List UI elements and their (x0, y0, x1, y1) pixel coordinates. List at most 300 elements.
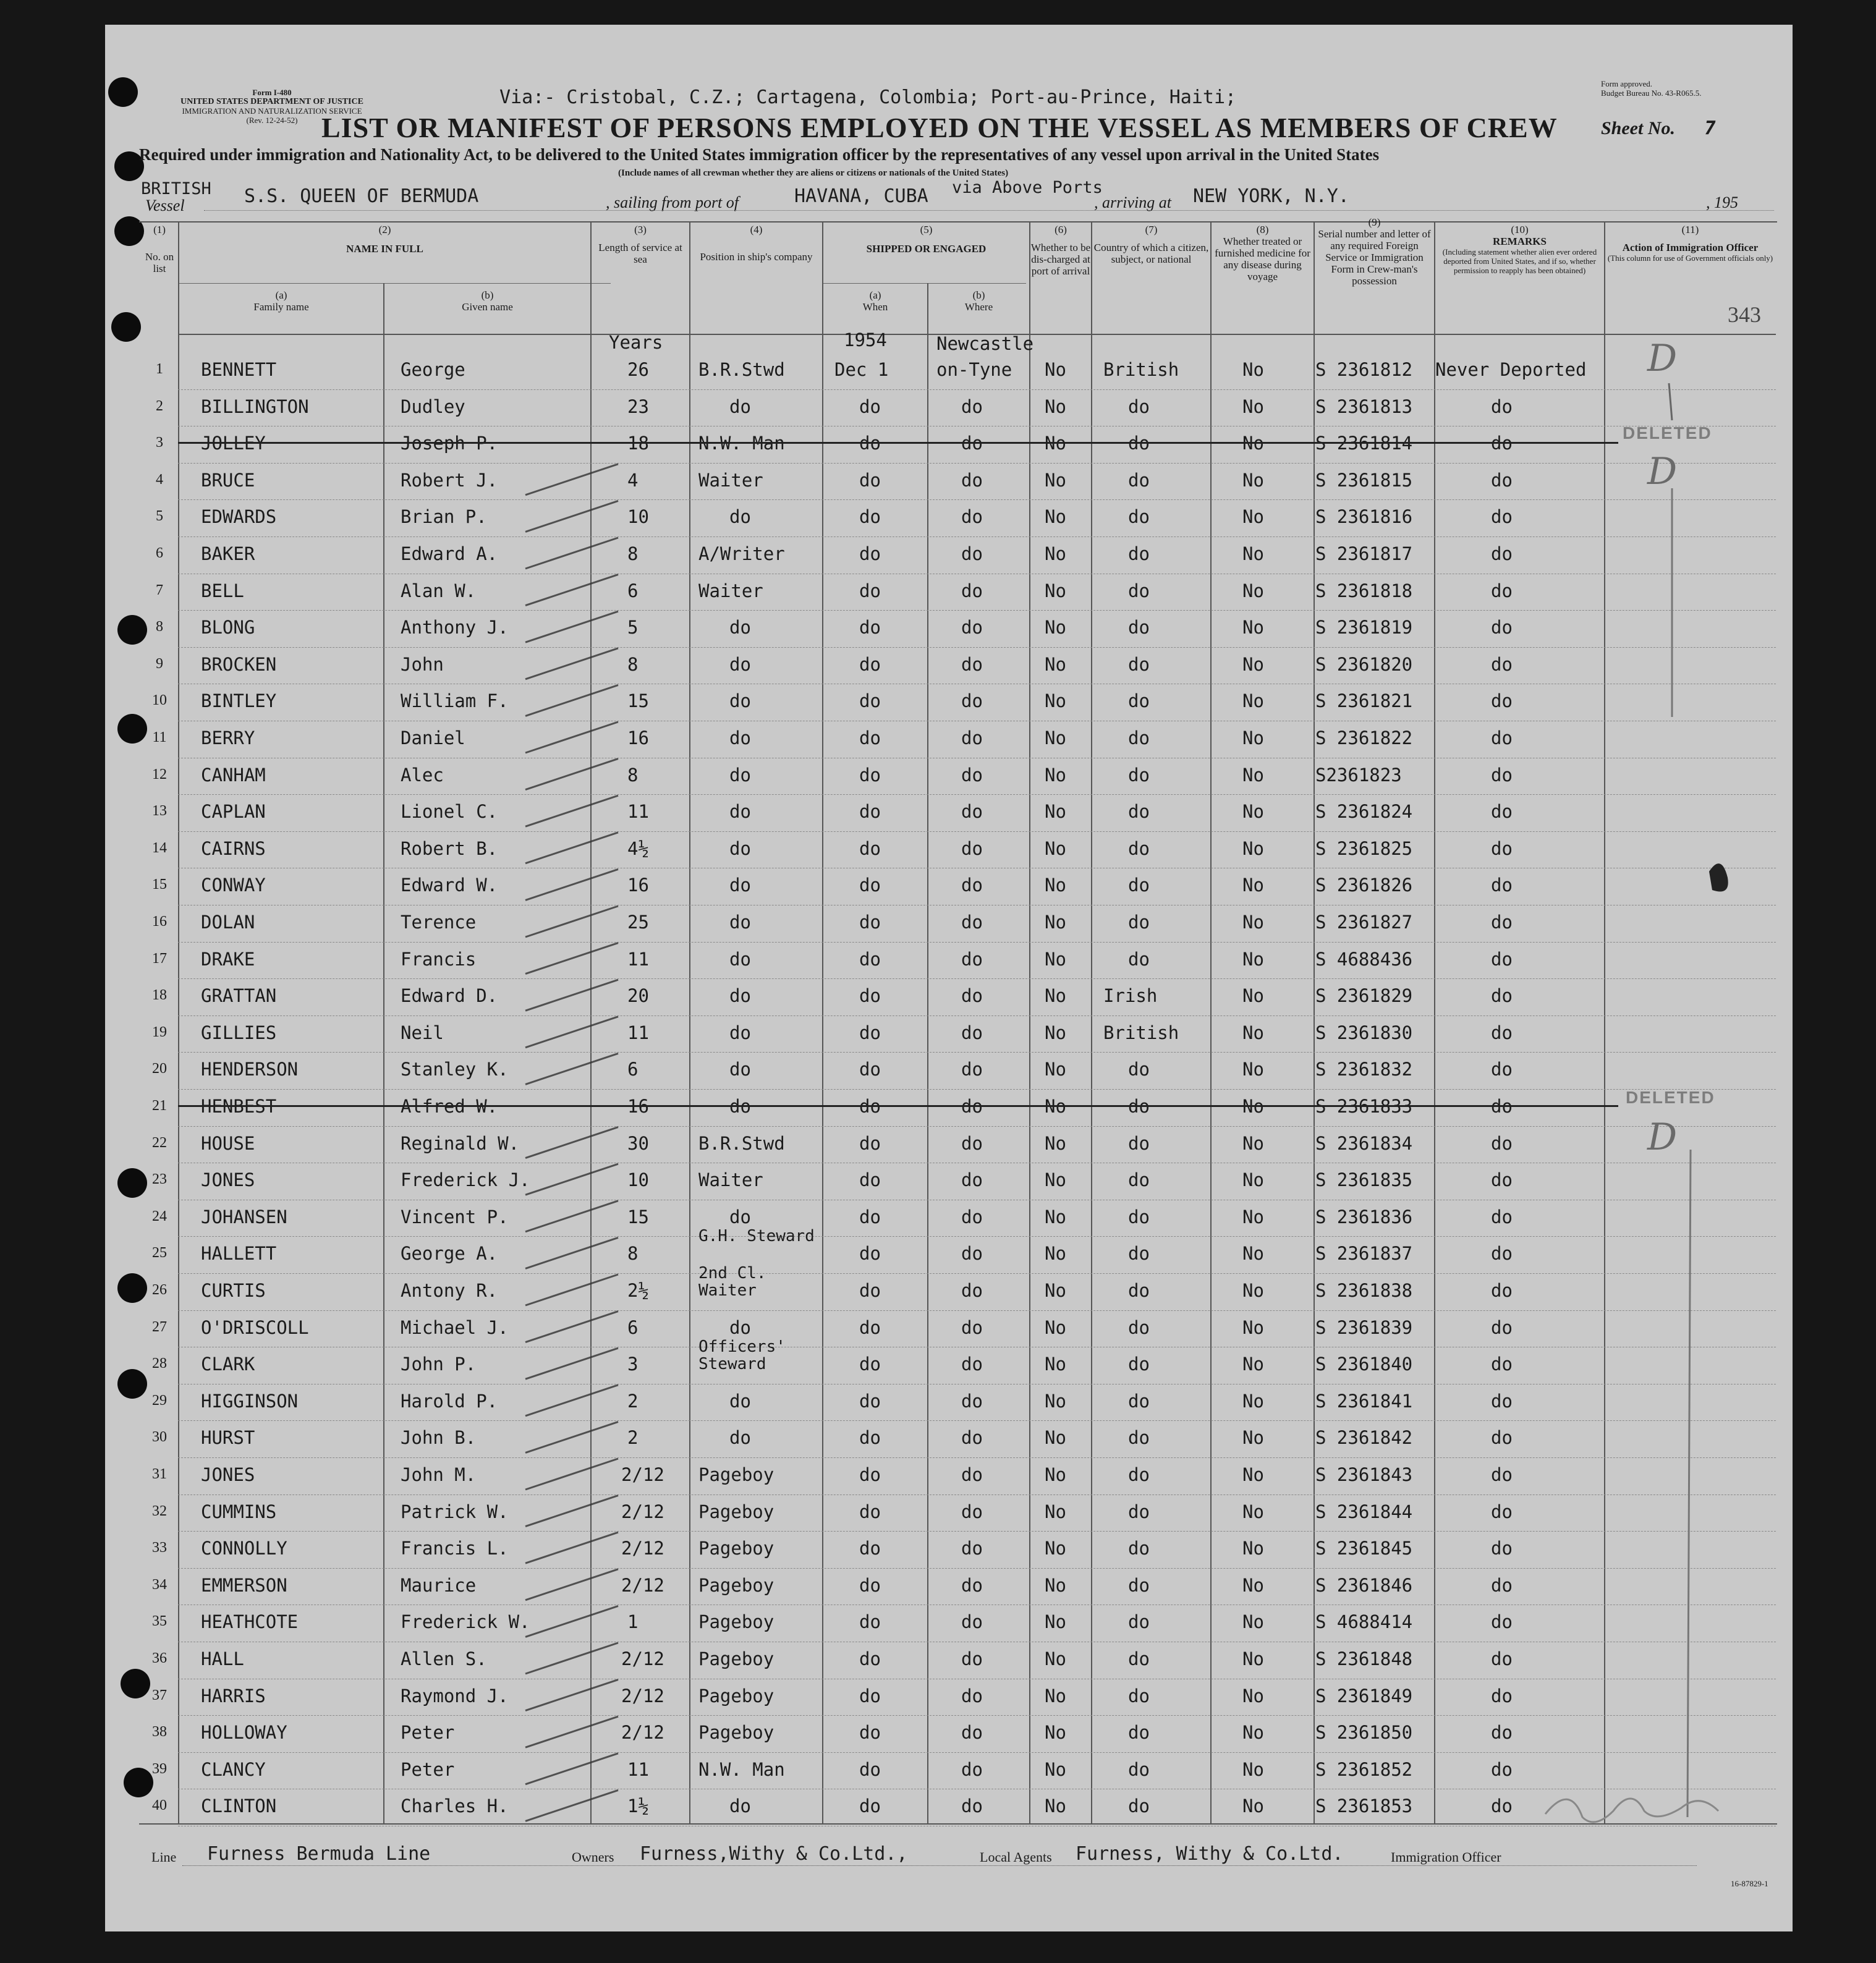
discharged: No (1045, 1501, 1066, 1522)
remarks: do (1491, 1096, 1513, 1117)
position: do (729, 764, 751, 786)
family-name: CLANCY (201, 1758, 266, 1780)
remarks: do (1491, 1648, 1513, 1669)
shipped-when: do (859, 1206, 881, 1227)
given-name: Anthony J. (401, 617, 509, 638)
treated: No (1242, 1390, 1264, 1412)
position: Waiter (698, 1169, 763, 1191)
remarks: do (1491, 727, 1513, 748)
serial-number: S 2361852 (1315, 1758, 1413, 1780)
vessel-name: S.S. QUEEN OF BERMUDA (244, 185, 479, 207)
given-name: Robert J. (401, 469, 498, 491)
shipped-when: do (859, 1169, 881, 1191)
col5-header: SHIPPED OR ENGAGED (866, 243, 987, 255)
service-length: 26 (627, 359, 649, 380)
service-length: 2/12 (621, 1538, 664, 1559)
col11-mark: 343 (1728, 302, 1761, 327)
treated: No (1242, 1758, 1264, 1780)
given-name: John M. (401, 1464, 477, 1485)
service-length: 2/12 (621, 1574, 664, 1596)
given-name: Vincent P. (401, 1206, 509, 1227)
col5b-number: (b) (972, 289, 985, 301)
country: do (1128, 727, 1150, 748)
budget-bureau: Budget Bureau No. 43-R065.5. (1601, 88, 1702, 98)
shipped-when: do (859, 727, 881, 748)
check-mark (525, 833, 618, 863)
family-name: HENDERSON (201, 1059, 299, 1080)
serial-number: S 2361849 (1315, 1685, 1413, 1706)
remarks: do (1491, 1354, 1513, 1375)
given-name: George A. (401, 1243, 498, 1265)
serial-number: S 2361818 (1315, 580, 1413, 601)
country: do (1128, 506, 1150, 528)
given-name: Reginald W. (401, 1132, 520, 1154)
country: British (1103, 1022, 1179, 1043)
service-length: 2/12 (621, 1722, 664, 1744)
discharged: No (1045, 1354, 1066, 1375)
treated: No (1242, 617, 1264, 638)
serial-number: S 2361842 (1315, 1427, 1413, 1449)
country: do (1128, 1354, 1150, 1375)
discharged: No (1045, 1169, 1066, 1191)
sailing-from: HAVANA, CUBA (794, 185, 928, 207)
position: do (729, 396, 751, 417)
sheet-label: Sheet No. (1601, 118, 1675, 138)
check-mark (525, 1274, 618, 1305)
service-length: 5 (627, 617, 639, 638)
row-number: 22 (152, 1134, 167, 1151)
discharged: No (1045, 433, 1066, 454)
position: do (729, 1096, 751, 1117)
family-name: JONES (201, 1464, 255, 1485)
serial-number: S 2361813 (1315, 396, 1413, 417)
service-length: 18 (627, 433, 649, 454)
check-mark (525, 980, 618, 1011)
remarks: do (1491, 1464, 1513, 1485)
given-name: Edward D. (401, 985, 498, 1007)
shipped-when: do (859, 1132, 881, 1154)
shipped-where: do (961, 1464, 983, 1485)
position: Pageboy (698, 1685, 775, 1706)
discharged: No (1045, 1206, 1066, 1227)
remarks: do (1491, 985, 1513, 1007)
discharged: No (1045, 875, 1066, 896)
service-length: 11 (627, 1758, 649, 1780)
family-name: BROCKEN (201, 653, 277, 675)
treated: No (1242, 1574, 1264, 1596)
check-mark (525, 1569, 618, 1600)
check-mark (525, 501, 618, 532)
owners-name: Furness,Withy & Co.Ltd., (640, 1843, 908, 1865)
shipped-when: do (859, 948, 881, 970)
treated: No (1242, 1206, 1264, 1227)
year-label: , 195 (1706, 193, 1738, 211)
col6-number: (6) (1055, 224, 1067, 235)
position: Waiter (698, 469, 763, 491)
treated: No (1242, 1796, 1264, 1817)
check-mark (525, 906, 618, 937)
discharged: No (1045, 1611, 1066, 1633)
remarks: do (1491, 396, 1513, 417)
serial-number: S 2361845 (1315, 1538, 1413, 1559)
serial-number: S 2361853 (1315, 1796, 1413, 1817)
given-name: Terence (401, 912, 477, 933)
serial-number: S 2361820 (1315, 653, 1413, 675)
discharged: No (1045, 727, 1066, 748)
row-number: 1 (156, 361, 163, 377)
service-length: 23 (627, 396, 649, 417)
row-number: 7 (156, 582, 163, 598)
via-ports: Via:- Cristobal, C.Z.; Cartagena, Colombia; Port-au-Prince, Haiti; (499, 87, 1237, 108)
country: Irish (1103, 985, 1158, 1007)
discharged: No (1045, 1758, 1066, 1780)
family-name: BILLINGTON (201, 396, 309, 417)
check-mark (525, 1201, 618, 1232)
arriving-label: , arriving at (1094, 193, 1171, 211)
shipped-where-line1: Newcastle (936, 333, 1034, 354)
col11-header: Action of Immigration Officer (1622, 242, 1759, 253)
serial-number: S 2361825 (1315, 837, 1413, 859)
col2-number: (2) (378, 224, 391, 235)
col8-number: (8) (1256, 224, 1269, 235)
shipped-where: do (961, 1574, 983, 1596)
shipped-when: do (859, 1316, 881, 1338)
shipped-when: do (859, 1796, 881, 1817)
family-name: CONNOLLY (201, 1538, 287, 1559)
shipped-when: do (859, 1243, 881, 1265)
discharged: No (1045, 690, 1066, 712)
shipped-when: do (859, 1611, 881, 1633)
country: do (1128, 1132, 1150, 1154)
shipped-where: do (961, 506, 983, 528)
country: do (1128, 617, 1150, 638)
remarks: do (1491, 1574, 1513, 1596)
service-length: 1 (627, 1611, 639, 1633)
shipped-where: do (961, 617, 983, 638)
pencil-mark-d: D (1647, 337, 1678, 380)
remarks: do (1491, 506, 1513, 528)
discharged: No (1045, 580, 1066, 601)
shipped-when: do (859, 653, 881, 675)
shipped-where: do (961, 1390, 983, 1412)
col6-header: Whether to be dis-charged at port of arrival (1030, 242, 1091, 277)
treated: No (1242, 690, 1264, 712)
remarks: do (1491, 1796, 1513, 1817)
position: do (729, 690, 751, 712)
check-mark (525, 685, 618, 716)
position: do (729, 1059, 751, 1080)
remarks: do (1491, 1132, 1513, 1154)
discharged: No (1045, 912, 1066, 933)
family-name: CAIRNS (201, 837, 266, 859)
family-name: JONES (201, 1169, 255, 1191)
position: do (729, 1022, 751, 1043)
service-length: 2½ (627, 1280, 649, 1301)
discharged: No (1045, 1390, 1066, 1412)
remarks: do (1491, 837, 1513, 859)
country: do (1128, 543, 1150, 564)
check-mark (525, 1532, 618, 1563)
discharged: No (1045, 469, 1066, 491)
shipped-when: do (859, 1280, 881, 1301)
service-length: 8 (627, 543, 639, 564)
row-number: 29 (152, 1392, 167, 1409)
shipped-where: do (961, 396, 983, 417)
remarks: do (1491, 1206, 1513, 1227)
country: do (1128, 653, 1150, 675)
shipped-where: do (961, 1648, 983, 1669)
service-length: 2 (627, 1427, 639, 1449)
col4-number: (4) (750, 224, 763, 235)
shipped-where: do (961, 875, 983, 896)
service-length: 15 (627, 690, 649, 712)
given-name: John B. (401, 1427, 477, 1449)
country: British (1103, 359, 1179, 380)
given-name: Peter (401, 1722, 455, 1744)
family-name: HALLETT (201, 1243, 277, 1265)
country: do (1128, 1611, 1150, 1633)
row-number: 31 (152, 1466, 167, 1482)
given-name: Michael J. (401, 1316, 509, 1338)
country: do (1128, 1243, 1150, 1265)
shipped-where: do (961, 1501, 983, 1522)
family-name: BLONG (201, 617, 255, 638)
col5a-number: (a) (869, 289, 881, 301)
row-number: 27 (152, 1318, 167, 1335)
treated: No (1242, 837, 1264, 859)
given-name: Alec (401, 764, 444, 786)
row-number: 13 (152, 803, 167, 820)
country: do (1128, 912, 1150, 933)
family-name: BENNETT (201, 359, 277, 380)
country: do (1128, 875, 1150, 896)
row-number: 24 (152, 1208, 167, 1224)
serial-number: S 2361846 (1315, 1574, 1413, 1596)
discharged: No (1045, 1316, 1066, 1338)
remarks: do (1491, 1316, 1513, 1338)
check-mark (525, 1459, 618, 1490)
treated: No (1242, 543, 1264, 564)
position: do (729, 985, 751, 1007)
given-name: John (401, 653, 444, 675)
treated: No (1242, 985, 1264, 1007)
country: do (1128, 1169, 1150, 1191)
remarks: do (1491, 875, 1513, 896)
given-name: Raymond J. (401, 1685, 509, 1706)
check-mark (525, 1385, 618, 1416)
remarks: do (1491, 433, 1513, 454)
position: do (729, 801, 751, 823)
shipped-where: do (961, 1096, 983, 1117)
col2-header: NAME IN FULL (346, 243, 423, 255)
shipped-where: do (961, 1758, 983, 1780)
check-mark (525, 1643, 618, 1674)
serial-number: S 2361817 (1315, 543, 1413, 564)
service-length: 16 (627, 1096, 649, 1117)
position: Pageboy (698, 1501, 775, 1522)
row-number: 16 (152, 914, 167, 930)
col2b-number: (b) (481, 289, 494, 301)
position: B.R.Stwd (698, 359, 785, 380)
family-name: HURST (201, 1427, 255, 1449)
check-mark (525, 1053, 618, 1084)
service-years-label: Years (609, 332, 663, 353)
treated: No (1242, 1132, 1264, 1154)
shipped-when: do (859, 1427, 881, 1449)
row-number: 34 (152, 1576, 167, 1593)
discharged: No (1045, 543, 1066, 564)
row-number: 33 (152, 1540, 167, 1556)
shipped-where: do (961, 912, 983, 933)
family-name: GILLIES (201, 1022, 277, 1043)
position: N.W. Man (698, 433, 785, 454)
shipped-when: do (859, 617, 881, 638)
shipped-where: do (961, 469, 983, 491)
given-name: Frederick W. (401, 1611, 530, 1633)
position: do (729, 948, 751, 970)
serial-number: S 2361833 (1315, 1096, 1413, 1117)
position: Pageboy (698, 1648, 775, 1669)
remarks: do (1491, 1169, 1513, 1191)
position: Pageboy (698, 1611, 775, 1633)
service-length: 6 (627, 1316, 639, 1338)
discharged: No (1045, 1538, 1066, 1559)
include-note: (Include names of all crewman whether they are aliens or citizens or nationals of the United States) (618, 168, 1009, 178)
family-name: HALL (201, 1648, 244, 1669)
country: do (1128, 948, 1150, 970)
row-number: 5 (156, 508, 163, 525)
discharged: No (1045, 1280, 1066, 1301)
shipped-when: do (859, 396, 881, 417)
family-name: BAKER (201, 543, 255, 564)
family-name: JOHANSEN (201, 1206, 287, 1227)
serial-number: S 2361840 (1315, 1354, 1413, 1375)
serial-number: S 2361819 (1315, 617, 1413, 638)
position: do (729, 653, 751, 675)
position: do (729, 506, 751, 528)
col2b-header: Given name (462, 301, 513, 313)
family-name: DRAKE (201, 948, 255, 970)
shipped-where: do (961, 543, 983, 564)
shipped-where: do (961, 948, 983, 970)
shipped-when: Dec 1 (834, 359, 889, 380)
shipped-when: do (859, 1648, 881, 1669)
treated: No (1242, 1022, 1264, 1043)
family-name: BINTLEY (201, 690, 277, 712)
given-name: Patrick W. (401, 1501, 509, 1522)
family-name: HENBEST (201, 1096, 277, 1117)
shipped-where: do (961, 1611, 983, 1633)
col5-number: (5) (920, 224, 933, 235)
remarks: do (1491, 690, 1513, 712)
given-name: Peter (401, 1758, 455, 1780)
country: do (1128, 1648, 1150, 1669)
treated: No (1242, 580, 1264, 601)
check-mark (525, 1753, 618, 1784)
shipped-where: do (961, 1022, 983, 1043)
serial-number: S 2361850 (1315, 1722, 1413, 1744)
shipped-where: do (961, 1169, 983, 1191)
treated: No (1242, 1243, 1264, 1265)
given-name: Neil (401, 1022, 444, 1043)
given-name: Brian P. (401, 506, 487, 528)
service-length: 16 (627, 875, 649, 896)
country: do (1128, 1722, 1150, 1744)
family-name: BELL (201, 580, 244, 601)
shipped-where: do (961, 1427, 983, 1449)
serial-number: S 2361812 (1315, 359, 1413, 380)
treated: No (1242, 396, 1264, 417)
remarks: do (1491, 1022, 1513, 1043)
shipped-when: do (859, 1501, 881, 1522)
shipped-where: do (961, 1206, 983, 1227)
shipped-where: do (961, 1243, 983, 1265)
discharged: No (1045, 1132, 1066, 1154)
serial-number: S 2361848 (1315, 1648, 1413, 1669)
discharged: No (1045, 506, 1066, 528)
col9-number: (9) (1368, 216, 1381, 228)
service-length: 1½ (627, 1796, 649, 1817)
row-number: 17 (152, 950, 167, 967)
check-mark (525, 1606, 618, 1637)
discharged: No (1045, 1574, 1066, 1596)
discharged: No (1045, 1464, 1066, 1485)
family-name: HOUSE (201, 1132, 255, 1154)
discharged: No (1045, 1685, 1066, 1706)
service-length: 11 (627, 801, 649, 823)
given-name: Joseph P. (401, 433, 498, 454)
family-name: CURTIS (201, 1280, 266, 1301)
given-name: Lionel C. (401, 801, 498, 823)
service-length: 11 (627, 948, 649, 970)
treated: No (1242, 764, 1264, 786)
col1-number: (1) (153, 224, 166, 235)
serial-number: S 2361815 (1315, 469, 1413, 491)
position: do (729, 1390, 751, 1412)
country: do (1128, 1464, 1150, 1485)
country: do (1128, 1685, 1150, 1706)
given-name: Robert B. (401, 837, 498, 859)
shipped-where: do (961, 727, 983, 748)
serial-number: S 2361836 (1315, 1206, 1413, 1227)
row-number: 30 (152, 1429, 167, 1446)
check-mark (525, 1237, 618, 1268)
shipped-when: do (859, 543, 881, 564)
revision: (Rev. 12-24-52) (246, 116, 298, 125)
remarks: do (1491, 1501, 1513, 1522)
check-mark (525, 611, 618, 642)
row-number: 9 (156, 655, 163, 672)
check-mark (525, 1164, 618, 1195)
row-number: 11 (152, 729, 167, 745)
family-name: EMMERSON (201, 1574, 287, 1596)
discharged: No (1045, 837, 1066, 859)
service-length: 30 (627, 1132, 649, 1154)
service-length: 11 (627, 1022, 649, 1043)
service: IMMIGRATION AND NATURALIZATION SERVICE (182, 106, 362, 116)
service-length: 8 (627, 1243, 639, 1265)
shipped-where: do (961, 1316, 983, 1338)
service-length: 6 (627, 580, 639, 601)
officer-label: Immigration Officer (1391, 1849, 1501, 1865)
given-name: Allen S. (401, 1648, 487, 1669)
shipped-where: do (961, 764, 983, 786)
family-name: GRATTAN (201, 985, 277, 1007)
check-mark (525, 869, 618, 900)
discharged: No (1045, 764, 1066, 786)
discharged: No (1045, 1722, 1066, 1744)
given-name: Stanley K. (401, 1059, 509, 1080)
